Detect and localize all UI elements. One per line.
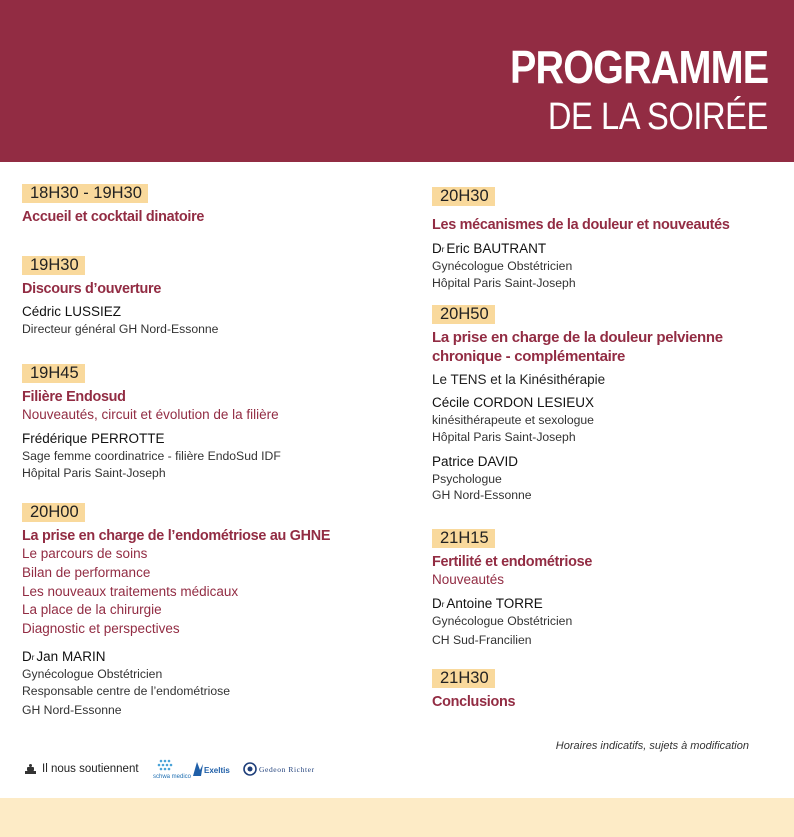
speaker-affiliation: GH Nord-Essonne: [22, 702, 122, 717]
program-item: [432, 305, 782, 504]
exeltis-logo-icon: [191, 760, 233, 778]
speaker-name: Frédérique PERROTTE: [22, 430, 165, 446]
program-item: [22, 256, 382, 338]
time-badge: 20H00: [22, 503, 85, 522]
session-subtopic: Le parcours de soins: [22, 546, 148, 561]
session-title: Conclusions: [432, 693, 516, 710]
svg-text:Exeltis: Exeltis: [203, 766, 230, 775]
speaker-name: Cédric LUSSIEZ: [22, 304, 122, 319]
page-subtitle: DE LA SOIRÉE: [547, 96, 768, 138]
sponsor-logo-schwa-medico: [152, 758, 191, 780]
speaker-role: Gynécologue Obstétricien: [432, 259, 573, 273]
speaker-name: $D^r$ Jan MARIN: [22, 648, 106, 664]
speaker-role: Sage femme coordinatrice - filière EndoSud IDF: [22, 448, 281, 463]
session-title: La prise en charge de l’endométriose au GHNE: [22, 527, 331, 544]
session-subtopic: Bilan de performance: [22, 564, 151, 580]
time-badge: 19H30: [22, 256, 85, 275]
speaker-name: $D^r$ Eric BAUTRANT: [432, 241, 547, 256]
speaker-name: Patrice DAVID: [432, 453, 519, 469]
svg-text:schwa medico: schwa medico: [152, 774, 191, 780]
speaker-role: kinésithérapeute et sexologue: [432, 413, 594, 427]
time-badge: 19H45: [22, 364, 85, 383]
speaker-role: Directeur général GH Nord-Essonne: [22, 322, 219, 336]
speaker-name: $D^r$ Antoine TORRE: [432, 595, 543, 611]
speaker-role: Responsable centre de l’endométriose: [22, 683, 230, 698]
program-item: [432, 669, 782, 711]
speaker-affiliation: Hôpital Paris Saint-Joseph: [22, 465, 166, 480]
time-badge: 21H15: [432, 529, 495, 548]
program-item: [22, 503, 382, 718]
gedeon-richter-logo-icon: [243, 760, 341, 778]
speaker-role: Gynécologue Obstétricien: [22, 666, 163, 681]
schedule-disclaimer: Horaires indicatifs, sujets à modification: [555, 740, 749, 752]
program-item: [432, 529, 782, 648]
handshake-icon: [24, 763, 37, 776]
session-subtopic: La place de la chirurgie: [22, 602, 162, 618]
schwa-medico-logo-icon: [152, 758, 191, 780]
session-subtopic: Le TENS et la Kinésithérapie: [432, 372, 606, 387]
session-subtopic: Nouveautés, circuit et évolution de la filière: [22, 407, 279, 422]
svg-text:Gedeon Richter: Gedeon Richter: [258, 765, 315, 774]
time-badge: 21H30: [432, 669, 495, 688]
page-title: PROGRAMME: [509, 41, 768, 93]
session-title: Filière Endosud: [22, 388, 126, 405]
speaker-affiliation: GH Nord-Essonne: [432, 488, 532, 503]
sponsors-row: [24, 758, 341, 780]
session-subtopic: Nouveautés: [432, 572, 505, 587]
time-badge: 20H50: [432, 305, 495, 324]
header-banner: [0, 0, 794, 162]
session-title: Accueil et cocktail dinatoire: [22, 208, 205, 225]
sponsors-label: Il nous soutiennent: [42, 763, 139, 775]
sponsor-logo-exeltis: [191, 760, 233, 778]
session-title: Discours d’ouverture: [22, 280, 162, 297]
session-title: Fertilité et endométriose: [432, 553, 593, 570]
speaker-name: Cécile CORDON LESIEUX: [432, 395, 595, 410]
program-item: [22, 364, 382, 481]
time-badge: 20H30: [432, 187, 495, 206]
time-badge: 18H30 - 19H30: [22, 184, 148, 203]
speaker-role: Psychologue: [432, 471, 502, 486]
session-title: Les mécanismes de la douleur et nouveautés: [432, 216, 730, 233]
program-item: [22, 184, 382, 226]
session-title: La prise en charge de la douleur pelvienne chronique - complémentaire: [432, 329, 723, 365]
speaker-affiliation: Hôpital Paris Saint-Joseph: [432, 429, 576, 444]
sponsor-logo-gedeon-richter: [243, 760, 341, 778]
speaker-role: Gynécologue Obstétricien: [432, 613, 573, 628]
speaker-affiliation: Hôpital Paris Saint-Joseph: [432, 275, 576, 290]
session-subtopic: Diagnostic et perspectives: [22, 621, 180, 637]
speaker-affiliation: CH Sud-Francilien: [432, 632, 532, 647]
footer-band: [0, 798, 794, 837]
session-subtopic: Les nouveaux traitements médicaux: [22, 583, 239, 599]
program-item: [432, 187, 782, 292]
